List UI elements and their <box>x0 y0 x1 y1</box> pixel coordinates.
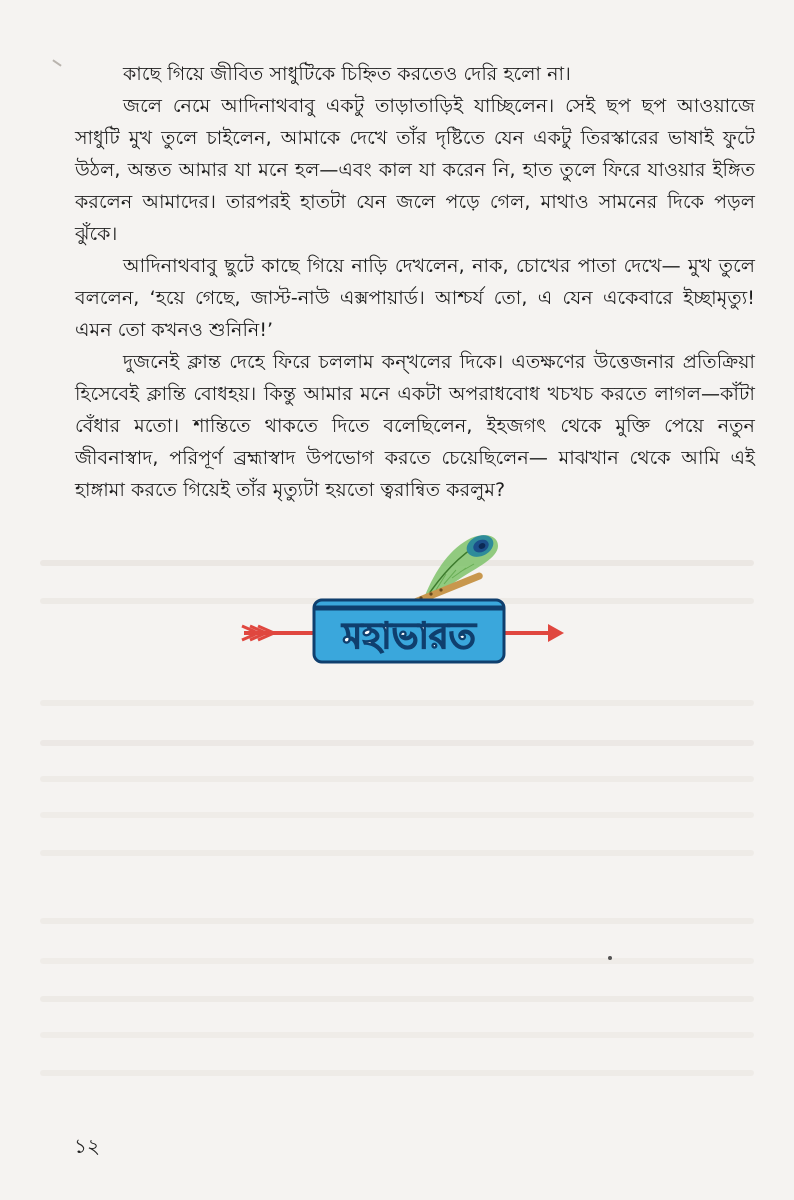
paragraph-3: আদিনাথবাবু ছুটে কাছে গিয়ে নাড়ি দেখলেন, নাক, চোখের পাতা দেখে— মুখ তুলে বললেন, ‘হয়ে গেছে, জাস্ট-নাউ এক্সপায়ার্ড। আশ্চর্য তো, এ যেন একেবারে ইচ্ছামৃত্যু! এমন তো কখনও শুনিনি!’ <box>75 255 755 341</box>
paragraph-4: দুজনেই ক্লান্ত দেহে ফিরে চললাম কন্‌খলের দিকে। এতক্ষণের উত্তেজনার প্রতিক্রিয়া হিসেবেই ক্লান্তি বোধহয়। কিন্তু আমার মনে একটা অপরাধবোধ খচখচ করতে লাগল—কাঁটা বেঁধার মতো। শান্তিতে থাকতে দিতে বলেছিলেন, ইহজগৎ থেকে মুক্তি পেয়ে নতুন জীবনাস্বাদ, পরিপূর্ণ ব্রহ্মাস্বাদ উপভোগ করতে চেয়েছিলেন— মাঝখান থেকে আমি এই হাঙ্গামা করতে গিয়েই তাঁর মৃত্যুটা হয়তো ত্বরান্বিত করলুম? <box>75 351 755 501</box>
paragraph-1: কাছে গিয়ে জীবিত সাধুটিকে চিহ্নিত করতেও দেরি হলো না। <box>123 63 571 85</box>
paragraph-2: জলে নেমে আদিনাথবাবু একটু তাড়াতাড়িই যাচ্ছিলেন। সেই ছপ ছপ আওয়াজে সাধুটি মুখ তুলে চাইলেন, আমাকে দেখে তাঁর দৃষ্টিতে যেন একটু তিরস্কারের ভাষাই ফুটে উঠল, অন্তত আমার যা মনে হল—এবং কাল যা করেন নি, হাত তুলে ফিরে যাওয়ার ইঙ্গিত করলেন আমাদের। তারপরই হাতটা যেন জলে পড়ে গেল, মাথাও সামনের দিকে পড়ল ঝুঁকে। <box>75 95 755 245</box>
margin-mark <box>52 59 61 66</box>
peacock-feather-icon <box>424 531 498 598</box>
mahabharat-logo <box>236 528 566 678</box>
page-number: ১২ <box>74 1134 100 1158</box>
logo-text: মহাভারত <box>342 616 476 657</box>
ink-speck <box>608 956 612 960</box>
logo-title <box>314 600 504 662</box>
body-text <box>75 58 755 506</box>
